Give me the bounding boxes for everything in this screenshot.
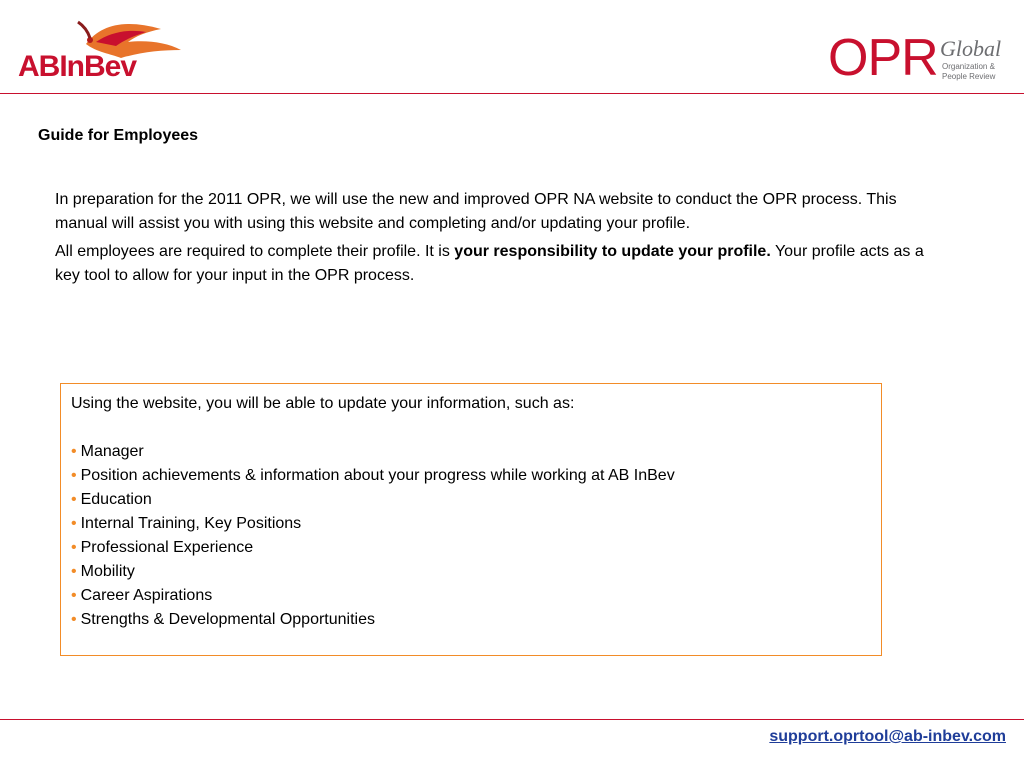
info-box [60,383,882,656]
ab-inbev-logo [16,14,176,86]
opr-wordmark: OPR [828,29,938,87]
list-item-text: Position achievements & information about your progress while working at AB InBev [80,467,675,484]
footer-divider [0,719,1024,720]
ab-text: AB [18,50,60,83]
info-box-lead: Using the website, you will be able to update your information, such as: [71,395,575,412]
info-list [71,440,871,632]
intro-text [55,188,935,292]
list-item-text: Professional Experience [80,539,254,556]
opr-subtitle-line1: Organization & [942,62,995,71]
list-item [71,584,871,608]
list-item [71,512,871,536]
list-item-text: Manager [80,443,144,460]
bullet-icon: • [71,611,77,628]
list-item [71,464,871,488]
intro-p2-end: Your profile acts as a key tool to allow for your input in the OPR process. [55,243,924,284]
inbev-text: InBev [59,50,137,83]
intro-paragraph-2 [55,240,935,288]
list-item [71,560,871,584]
bullet-icon: • [71,443,77,460]
list-item-text: Strengths & Developmental Opportunities [80,611,375,628]
bullet-icon: • [71,491,77,508]
intro-p2-bold: your responsibility to update your profile. [454,243,771,260]
list-item [71,536,871,560]
bullet-icon: • [71,587,77,604]
opr-global-text: Global [940,36,1002,61]
intro-paragraph-1: In preparation for the 2011 OPR, we will use the new and improved OPR NA website to conduct the OPR process. This manual will assist you with using this website and completing and/or updating your profile. [55,191,897,232]
list-item [71,440,871,464]
opr-subtitle-line2: People Review [942,72,996,81]
list-item-text: Mobility [80,563,135,580]
list-item-text: Career Aspirations [80,587,213,604]
bullet-icon: • [71,515,77,532]
ab-inbev-wordmark [18,50,136,84]
intro-p2-start: All employees are required to complete their profile. It is [55,243,455,260]
header-divider [0,93,1024,94]
opr-global-logo [828,30,1018,90]
list-item-text: Education [80,491,152,508]
bullet-icon: • [71,467,77,484]
bullet-icon: • [71,563,77,580]
list-item [71,488,871,512]
page-title: Guide for Employees [38,127,199,144]
list-item-text: Internal Training, Key Positions [80,515,302,532]
bullet-icon: • [71,539,77,556]
opr-subtitle [942,62,1022,82]
slide-header [0,0,1024,94]
list-item [71,608,871,632]
support-email-link[interactable]: support.oprtool@ab-inbev.com [769,728,1006,745]
